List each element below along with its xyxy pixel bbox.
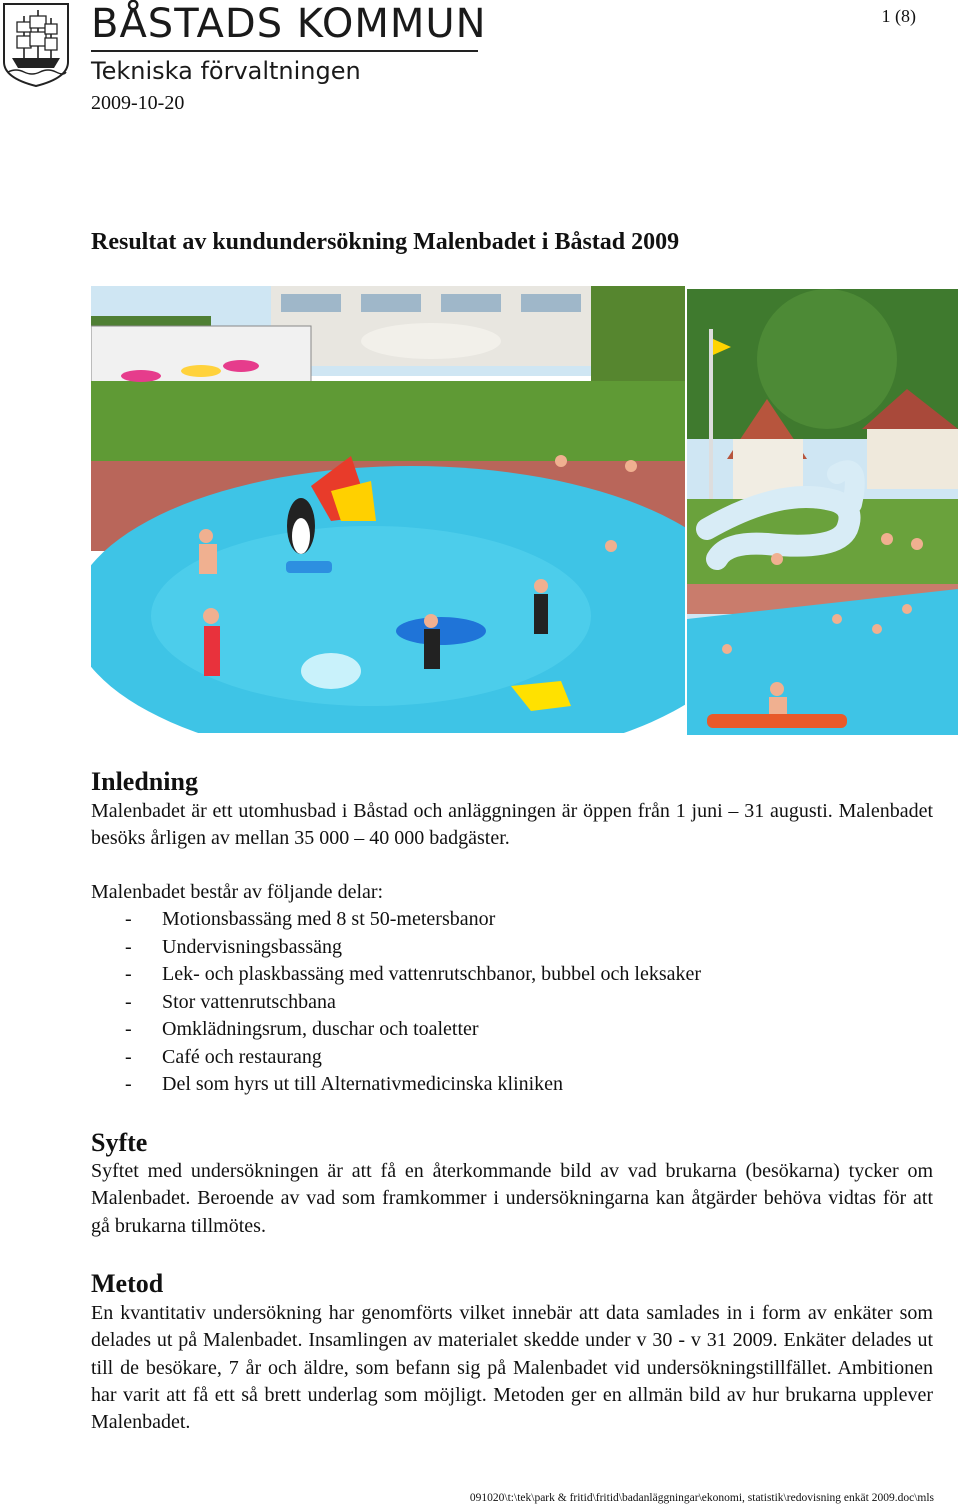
list-item: - Omklädningsrum, duschar och toaletter [125,1018,479,1040]
intro-paragraph: Malenbadet är ett utomhusbad i Båstad och anläggningen är öppen från 1 juni – 31 augusti. Malenbadet besöks årligen av mellan 35 000 – 40 000 badgäster. [91,800,933,850]
section-heading-syfte: Syfte [91,1128,148,1157]
list-item: - Café och restaurang [125,1045,322,1068]
list-item: - Motionsbassäng med 8 st 50-metersbanor [125,908,496,930]
page-number: 1 (8) [881,6,916,26]
list-item: - Undervisningsbassäng [125,935,342,958]
section-heading-metod: Metod [91,1269,164,1298]
list-item: - Lek- och plaskbassäng med vattenrutschbanor, bubbel och leksaker [125,963,702,985]
ship-crest-icon [2,2,70,88]
method-paragraph: En kvantitativ undersökning har genomförts vilket innebär att data samlades in i form av enkäter som delades ut på Malenbadet. Insamlingen av materialet skedde under v 30 - v 31 2009. Enkäter delades ut till de besökare, 7 år och äldre, som befann sig på Malenbadet vid undersökningstillfället. Ambitionen har varit att få ett så brett underlag som möjligt. Metoden ger en allmän bild av hur brukarna upplever Malenbadet. [91,1302,933,1434]
section-heading-inledning: Inledning [91,767,198,796]
purpose-paragraph: Syftet med undersökningen är att få en återkommande bild av vad brukarna (besökarna) tycker om Malenbadet. Beroende av vad som framkommer i undersökningarna kan åtgärder behöva vidtas för att gå brukarna tillmötes. [91,1160,933,1237]
pool-photo-right [687,289,958,735]
list-item: - Del som hyrs ut till Alternativmedicinska kliniken [125,1073,564,1095]
pool-photo-left [91,286,685,733]
facility-list [91,906,701,1099]
organization-name: BÅSTADS KOMMUN [91,1,487,47]
list-item: - Stor vattenrutschbana [125,990,336,1013]
header-rule [91,50,478,52]
document-date: 2009-10-20 [91,92,185,114]
department-name: Tekniska förvaltningen [91,57,361,85]
facility-list-intro: Malenbadet består av följande delar: [91,881,384,903]
footer-file-path: 091020\t:\tek\park & fritid\fritid\badanläggningar\ekonomi, statistik\redovisning enkät 2009.doc\mls [469,1492,934,1504]
document-title: Resultat av kundundersökning Malenbadet i Båstad 2009 [91,229,680,255]
